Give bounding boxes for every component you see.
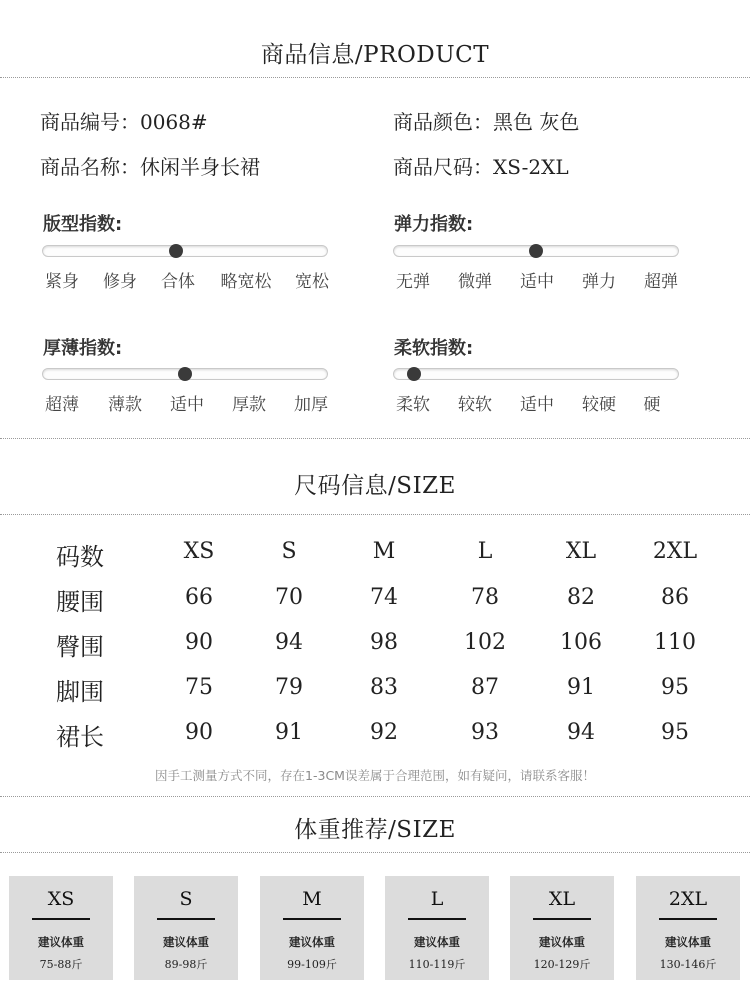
table-cell: 74 (370, 585, 398, 610)
product-size: 商品尺码：XS-2XL (393, 155, 569, 179)
scale-label: 微弹 (458, 272, 492, 292)
weight-card-range: 99-109斤 (287, 958, 337, 971)
table-cell: 92 (370, 720, 398, 745)
product-code: 商品编号：0068# (40, 110, 208, 134)
scale-label: 略宽松 (220, 272, 272, 292)
weight-card-range: 110-119斤 (408, 958, 466, 971)
table-cell: 94 (567, 720, 595, 745)
scale-label: 厚款 (232, 395, 266, 415)
scale-label: 硬 (643, 395, 661, 415)
card-underline (408, 918, 466, 920)
weight-card-label: 建议体重 (289, 935, 335, 949)
weight-card-label: 建议体重 (38, 935, 84, 949)
table-cell: 102 (464, 630, 506, 655)
scale-label: 柔软 (396, 395, 430, 415)
size-col-header: L (477, 539, 493, 564)
table-cell: 93 (471, 720, 499, 745)
table-cell: 90 (185, 630, 213, 655)
elasticity-index-track (393, 245, 679, 257)
weight-card-size: S (179, 888, 193, 910)
size-col-header: XS (183, 539, 215, 564)
weight-card-xs (9, 876, 113, 980)
weight-card-label: 建议体重 (665, 935, 711, 949)
table-cell: 83 (370, 675, 398, 700)
weight-card-size: XS (47, 888, 75, 910)
elasticity-index-title: 弹力指数: (394, 214, 474, 235)
product-section-title: 商品信息/PRODUCT (260, 42, 490, 68)
size-col-header: M (372, 539, 396, 564)
table-cell: 86 (661, 585, 689, 610)
scale-label: 适中 (520, 272, 554, 292)
table-cell: 78 (471, 585, 499, 610)
card-underline (659, 918, 717, 920)
table-cell: 94 (275, 630, 303, 655)
weight-card-size: XL (548, 888, 576, 910)
scale-label: 适中 (520, 395, 554, 415)
weight-card-xl (510, 876, 614, 980)
thickness-index-title: 厚薄指数: (43, 338, 123, 359)
softness-index-knob (407, 367, 421, 381)
elasticity-index-knob (529, 244, 543, 258)
table-cell: 66 (185, 585, 213, 610)
weight-card-range: 120-129斤 (533, 958, 591, 971)
size-col-header: XL (565, 539, 597, 564)
weight-card-m (260, 876, 364, 980)
scale-label: 超弹 (644, 272, 678, 292)
table-cell: 106 (560, 630, 602, 655)
weight-card-size: 2XL (668, 888, 708, 910)
scale-label: 较软 (458, 395, 492, 415)
divider (0, 852, 750, 853)
card-underline (32, 918, 90, 920)
weight-card-l (385, 876, 489, 980)
table-row-label: 腰围 (56, 588, 104, 616)
table-cell: 79 (275, 675, 303, 700)
weight-card-range: 75-88斤 (39, 958, 83, 971)
weight-card-label: 建议体重 (163, 935, 209, 949)
weight-card-2xl (636, 876, 740, 980)
table-cell: 95 (661, 675, 689, 700)
weight-card-size: M (302, 888, 322, 910)
thickness-index-track (42, 368, 328, 380)
scale-label: 薄款 (108, 395, 142, 415)
table-cell: 98 (370, 630, 398, 655)
weight-section-title: 体重推荐/SIZE (294, 817, 456, 843)
size-col-header: 2XL (652, 539, 698, 564)
scale-label: 较硬 (582, 395, 616, 415)
scale-label: 适中 (170, 395, 204, 415)
weight-card-s (134, 876, 238, 980)
table-row-label: 臀围 (56, 633, 104, 661)
fit-index-track (42, 245, 328, 257)
scale-label: 无弹 (396, 272, 430, 292)
size-col-header: S (281, 539, 297, 564)
size-section-title: 尺码信息/SIZE (294, 473, 456, 499)
fit-index-knob (169, 244, 183, 258)
weight-card-size: L (430, 888, 444, 910)
table-cell: 82 (567, 585, 595, 610)
scale-label: 合体 (161, 272, 195, 292)
divider (0, 438, 750, 439)
thickness-index-knob (178, 367, 192, 381)
divider (0, 514, 750, 515)
card-underline (533, 918, 591, 920)
scale-label: 紧身 (45, 272, 79, 292)
table-cell: 110 (654, 630, 696, 655)
card-underline (157, 918, 215, 920)
table-cell: 91 (567, 675, 595, 700)
product-color: 商品颜色：黑色 灰色 (393, 110, 580, 134)
scale-label: 修身 (103, 272, 137, 292)
table-cell: 90 (185, 720, 213, 745)
scale-label: 宽松 (295, 272, 329, 292)
scale-label: 超薄 (45, 395, 79, 415)
product-name: 商品名称：休闲半身长裙 (40, 155, 260, 179)
table-cell: 91 (275, 720, 303, 745)
table-cell: 75 (185, 675, 213, 700)
weight-card-range: 130-146斤 (659, 958, 717, 971)
weight-card-label: 建议体重 (539, 935, 585, 949)
table-cell: 95 (661, 720, 689, 745)
table-cell: 87 (471, 675, 499, 700)
divider (0, 796, 750, 797)
softness-index-title: 柔软指数: (394, 338, 474, 359)
measurement-note: 因手工测量方式不同，存在1-3CM误差属于合理范围，如有疑问，请联系客服！ (155, 768, 595, 783)
fit-index-title: 版型指数: (43, 214, 123, 235)
card-underline (283, 918, 341, 920)
size-table-header-label: 码数 (56, 543, 104, 571)
table-row-label: 裙长 (56, 723, 104, 751)
scale-label: 弹力 (582, 272, 616, 292)
weight-card-label: 建议体重 (414, 935, 460, 949)
softness-index-track (393, 368, 679, 380)
table-row-label: 脚围 (56, 678, 104, 706)
weight-card-range: 89-98斤 (164, 958, 208, 971)
scale-label: 加厚 (294, 395, 328, 415)
table-cell: 70 (275, 585, 303, 610)
divider (0, 77, 750, 78)
